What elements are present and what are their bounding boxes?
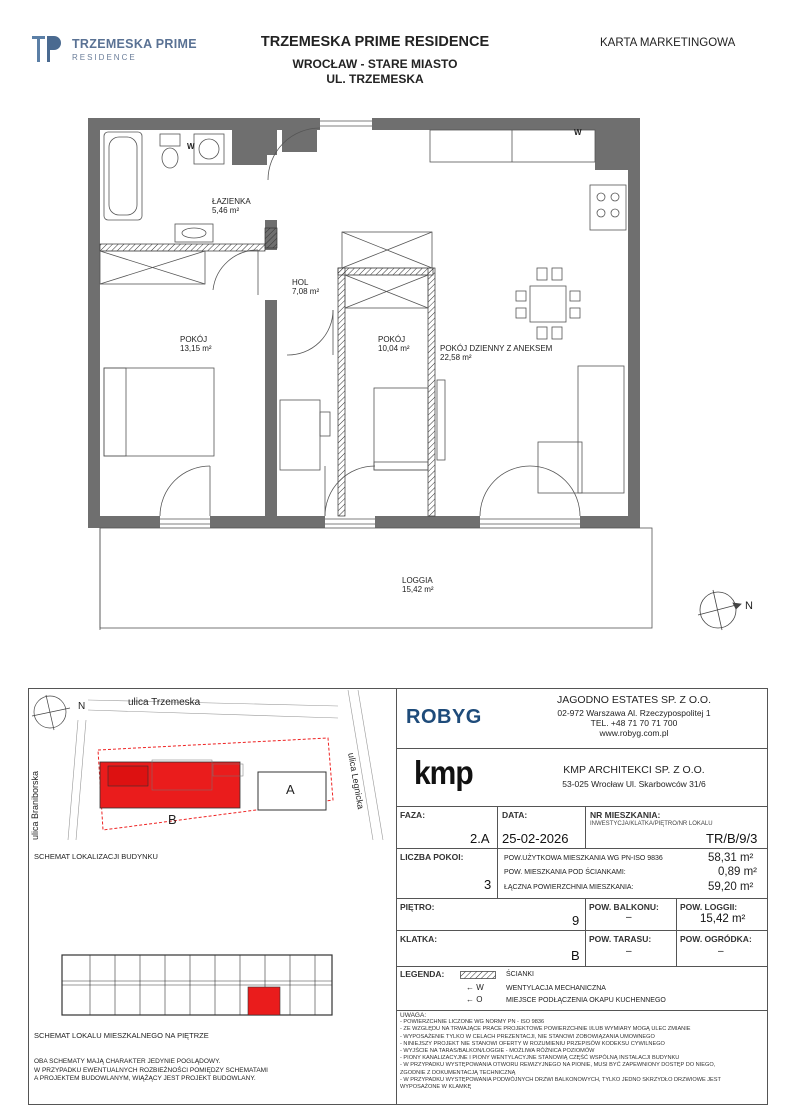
usable-label: POW.UŻYTKOWA MIESZKANIA WG PN-ISO 9836 xyxy=(504,855,663,862)
north-arrow-icon xyxy=(698,590,741,630)
partition-wall xyxy=(100,244,265,251)
total-label: ŁĄCZNA POWIERZCHNIA MIESZKANIA: xyxy=(504,884,634,891)
floor-schema xyxy=(60,945,340,1020)
rooms-label: LICZBA POKOI: xyxy=(400,852,464,862)
street-left: ulica Braniborska xyxy=(30,770,40,840)
usable-value: 58,31 m² xyxy=(708,852,754,864)
rooms-value: 3 xyxy=(484,877,492,892)
architect-address: 53-025 Wrocław Ul. Skarbowców 31/6 xyxy=(562,779,706,789)
architect-info xyxy=(500,764,768,789)
legend-title: LEGENDA: xyxy=(400,969,445,979)
data-value: 25-02-2026 xyxy=(502,831,569,846)
garden-label: POW. OGRÓDKA: xyxy=(680,934,752,944)
terrace-label: POW. TARASU: xyxy=(589,934,652,944)
faza-label: FAZA: xyxy=(400,810,426,820)
faza-value: 2.A xyxy=(470,831,490,846)
data-label: DATA: xyxy=(502,810,528,820)
legend-vent-symbol: ← W xyxy=(466,983,484,992)
under-label: POW. MIESZKANIA POD ŚCIANKAMI: xyxy=(504,869,626,876)
architect-logo: kmp xyxy=(414,755,473,792)
garden-value: – xyxy=(718,946,724,957)
stair-label: KLATKA: xyxy=(400,934,438,944)
building-a-label: A xyxy=(286,782,295,797)
floor-label: PIĘTRO: xyxy=(400,902,435,912)
developer-address: 02-972 Warszawa Al. Rzeczypospolitej 1 xyxy=(557,708,711,718)
room-label-living: POKÓJ DZIENNY Z ANEKSEM 22,58 m² xyxy=(440,344,553,362)
nr-sublabel: INWESTYCJA/KLATKA/PIĘTRO/NR LOKALU xyxy=(590,821,713,827)
floor-value: 9 xyxy=(572,913,580,928)
location-line: WROCŁAW - STARE MIASTO xyxy=(292,57,458,71)
vent-mark: W xyxy=(574,128,582,137)
architect-name: KMP ARCHITEKCI SP. Z O.O. xyxy=(563,764,705,776)
balcony-label: POW. BALKONU: xyxy=(589,902,659,912)
legend-vent: WENTYLACJA MECHANICZNA xyxy=(506,985,606,992)
terrace-value: – xyxy=(626,946,632,957)
room-label-bedroom-1: POKÓJ 13,15 m² xyxy=(180,335,212,353)
vent-mark: W xyxy=(187,142,195,151)
legend-hood: MIEJSCE PODŁĄCZENIA OKAPU KUCHENNEGO xyxy=(506,997,666,1004)
street-top: ulica Trzemeska xyxy=(128,697,201,708)
hatch-swatch-icon xyxy=(460,971,496,979)
site-north-arrow-icon xyxy=(32,695,70,730)
street-line: UL. TRZEMESKA xyxy=(326,72,424,86)
loggia-value: 15,42 m² xyxy=(700,913,746,925)
room-label-bathroom: ŁAZIENKA 5,46 m² xyxy=(212,197,251,215)
partition-wall xyxy=(338,268,433,275)
site-caption: SCHEMAT LOKALIZACJI BUDYNKU xyxy=(34,852,158,861)
legend-walls: ŚCIANKI xyxy=(506,971,535,978)
page-title: TRZEMESKA PRIME RESIDENCE xyxy=(260,34,490,50)
developer-web: www.robyg.com.pl xyxy=(599,728,669,738)
loggia-label: POW. LOGGII: xyxy=(680,902,738,912)
building-b-label: B xyxy=(168,812,177,827)
walls xyxy=(88,118,640,528)
north-mark: N xyxy=(745,600,753,612)
developer-info xyxy=(500,694,768,738)
site-plan xyxy=(28,690,396,840)
floor-caption: SCHEMAT LOKALU MIESZKALNEGO NA PIĘTRZE xyxy=(34,1031,209,1040)
partition-wall xyxy=(428,268,435,516)
developer-name: JAGODNO ESTATES SP. Z O.O. xyxy=(556,694,712,706)
disclaimer: OBA SCHEMATY MAJĄ CHARAKTER JEDYNIE POGLĄDOWY. W PRZYPADKU EWENTUALNYCH ROZBIEŻNOŚCI POMIĘDZY SCHEMATAMI A PROJEKTEM BUDOWLANYM, WIĄŻĄCY JEST PROJEKT BUDOWLANY. xyxy=(34,1058,268,1082)
developer-logo: ROBYG xyxy=(406,706,482,728)
fixtures xyxy=(100,128,652,630)
balcony-value: – xyxy=(626,912,632,923)
legend-hood-symbol: ← O xyxy=(466,995,483,1004)
apartment-highlight xyxy=(248,987,280,1015)
street-right: ulica Legnicka xyxy=(346,752,366,810)
logo-brand: TRZEMESKA PRIME xyxy=(72,37,197,51)
nr-value: TR/B/9/3 xyxy=(706,831,758,846)
room-label-bedroom-2: POKÓJ 10,04 m² xyxy=(378,335,410,353)
room-label-loggia: LOGGIA 15,42 m² xyxy=(402,576,434,594)
partition-wall xyxy=(265,228,277,248)
stair-value: B xyxy=(571,948,580,963)
site-north-mark: N xyxy=(78,701,86,712)
nr-label: NR MIESZKANIA: xyxy=(590,810,661,820)
room-label-hall: HOL 7,08 m² xyxy=(292,278,320,296)
logo-sub: RESIDENCE xyxy=(72,53,137,62)
total-value: 59,20 m² xyxy=(708,881,754,893)
developer-tel: TEL. +48 71 70 71 700 xyxy=(590,718,678,728)
under-value: 0,89 m² xyxy=(718,866,757,878)
card-type: KARTA MARKETINGOWA xyxy=(600,37,736,49)
notes: UWAGA: - POWIERZCHNIE LICZONE WG NORMY PN - ISO 9836 - ZE WZGLĘDU NA TRWAJĄCE PRACE PROJEKTOWE POWIERZCHNIE I/LUB WYMIARY MOGĄ ULEC ZMIANIE - WYPOSAŻENIE TYLKO W CELACH PREZENTACJI, NIE STANOWI ZOBOWIĄZANIA UMOWNEGO - NINIEJSZY PROJEKT NIE STANOWI OFERTY W ROZUMIENIU PRZEPISÓW KODEKSU CYWILNEGO - WYJŚCIE NA TARAS/BALKON/LOGGIE - MOŻLIWA RÓŻNICA POZIOMÓW - PIONY KANALIZACYJNE I PIONY WENTYLACYJNE STANOWIĄ CZĘŚĆ WSPÓLNĄ INSTALACJI BUDYNKU - W PRZYPADKU WYSTĘPOWANIA OTWORU REWIZYJNEGO NA PIONIE, MUSI BYĆ ZAPEWNIONY DOSTĘP DO NIEGO, ZGODNIE Z DOKUMENTACJĄ TECHNICZNĄ - W PRZYPADKU WYSTĘPOWANIA PODWÓJNYCH DRZWI BALKONOWYCH, TYLKO JEDNO SKRZYDŁO DRZWIOWE JEST WYPOSAŻONE W KLAMKĘ xyxy=(400,1012,721,1091)
